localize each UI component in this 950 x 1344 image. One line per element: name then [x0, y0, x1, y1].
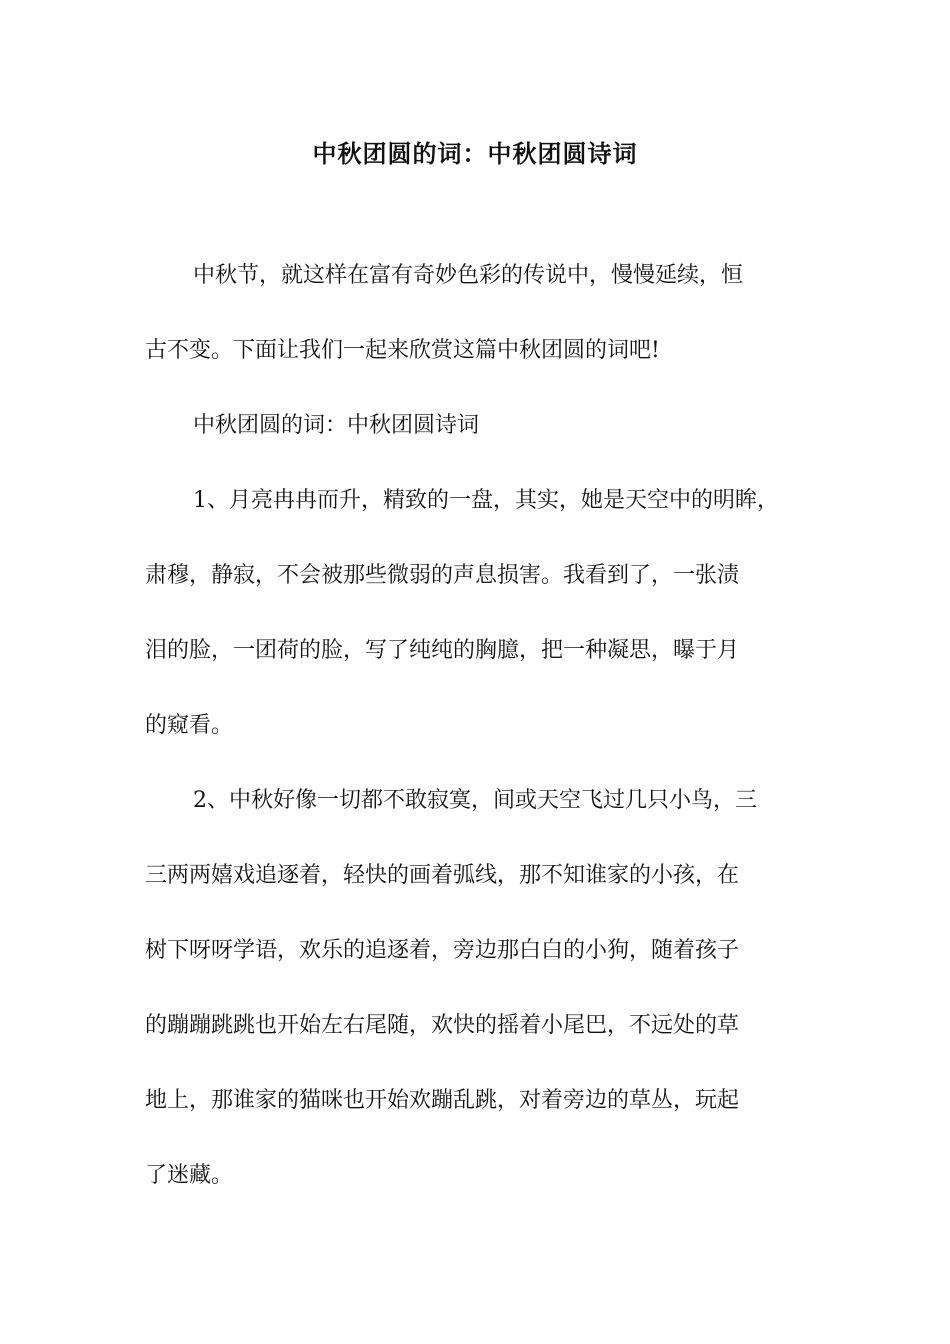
document-body [145, 257, 807, 1232]
subtitle-line: 中秋团圆的词：中秋团圆诗词 [193, 413, 480, 438]
paragraph-line: 地上，那谁家的猫咪也开始欢蹦乱跳，对着旁边的草丛，玩起 [145, 1088, 740, 1113]
paragraph-line: 肃穆，静寂，不会被那些微弱的声息损害。我看到了，一张渍 [145, 563, 740, 588]
document-title: 中秋团圆的词：中秋团圆诗词 [312, 140, 638, 168]
paragraph-line: 泪的脸，一团荷的脸，写了纯纯的胸臆，把一种凝思，曝于月 [145, 638, 740, 663]
paragraph-line: 了迷藏。 [145, 1163, 234, 1188]
paragraph-line: 的蹦蹦跳跳也开始左右尾随，欢快的摇着小尾巴，不远处的草 [145, 1013, 740, 1038]
paragraph-line: 古不变。下面让我们一起来欣赏这篇中秋团圆的词吧! [145, 338, 660, 363]
paragraph-line: 1、月亮冉冉而升，精致的一盘，其实，她是天空中的明眸， [193, 488, 779, 513]
paragraph-line: 三两两嬉戏追逐着，轻快的画着弧线，那不知谁家的小孩，在 [145, 863, 740, 888]
paragraph-line: 中秋节，就这样在富有奇妙色彩的传说中，慢慢延续，恒 [193, 263, 744, 288]
paragraph-line: 2、中秋好像一切都不敢寂寞，间或天空飞过几只小鸟，三 [193, 788, 757, 813]
paragraph-line: 的窥看。 [145, 713, 234, 738]
paragraph-line: 树下呀呀学语，欢乐的追逐着，旁边那白白的小狗，随着孩子 [145, 938, 740, 963]
